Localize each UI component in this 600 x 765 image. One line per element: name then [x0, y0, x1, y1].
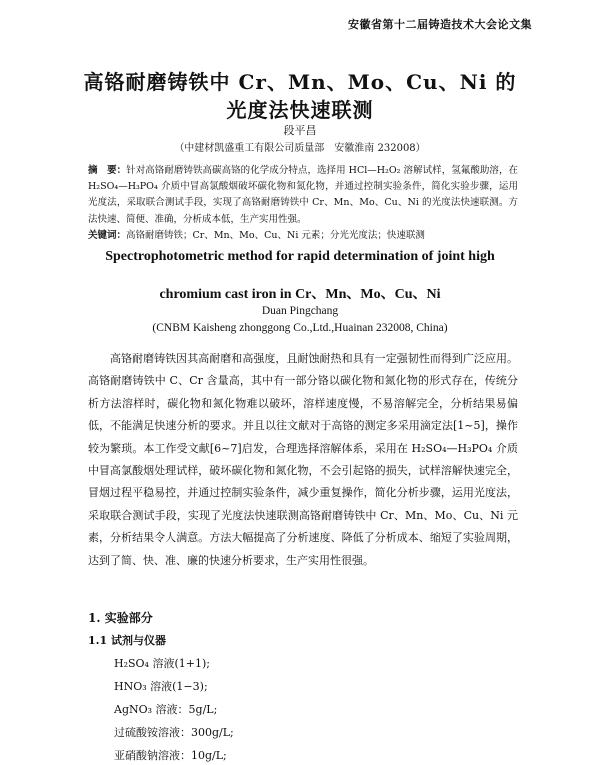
- reagent-item: 过硫酸铵溶液：300g/L;: [114, 726, 234, 739]
- abstract-text: 针对高铬耐磨铸铁高碳高铬的化学成分特点，选择用 HCl—H₂O₂ 溶解试样，氢氟酸助溶，在 H₂SO₄—H₃PO₄ 介质中冒高氯酸烟破坏碳化物和氮化物，并通过控制实验条件，简化实验步骤，运用光度法，采取联合测试手段，实现了高铬耐磨铸铁中 Cr、Mn、Mo、Cu、Ni 的光度法快速联测。方法快速、简便、准确，分析成本低，生产实用性强。: [88, 165, 518, 225]
- reagent-item: HNO₃ 溶液(1−3);: [114, 680, 208, 693]
- paper-title-line1: 高铬耐磨铸铁中 Cr、Mn、Mo、Cu、Ni 的: [83, 70, 517, 94]
- keywords-text: 高铬耐磨铸铁；Cr、Mn、Mo、Cu、Ni 元素；分光光度法；快速联测: [126, 230, 425, 241]
- section-heading-experiment: 1. 实验部分: [88, 611, 153, 625]
- reagent-item: 亚硝酸钠溶液：10g/L;: [114, 749, 227, 762]
- affiliation-cn: （中建材凯盛重工有限公司质量部 安徽淮南 232008）: [174, 143, 426, 154]
- keywords-label: 关键词：: [88, 230, 127, 241]
- author-cn: 段平昌: [283, 124, 317, 137]
- english-affiliation: (CNBM Kaisheng zhonggong Co.,Ltd.,Huainan 232008, China): [152, 322, 448, 334]
- paper-title-line2: 光度法快速联测: [226, 98, 374, 122]
- english-title-line1: Spectrophotometric method for rapid determination of joint high: [105, 249, 495, 264]
- reagent-item: H₂SO₄ 溶液(1+1);: [114, 657, 210, 670]
- subsection-heading-reagents: 1.1 试剂与仪器: [88, 634, 166, 647]
- keywords: [88, 227, 528, 241]
- english-author: Duan Pingchang: [261, 305, 339, 317]
- conference-header: 安徽省第十二届铸造技术大会论文集: [348, 18, 532, 31]
- introduction-paragraph: 高铬耐磨铸铁因其高耐磨和高强度，且耐蚀耐热和具有一定强韧性而得到广泛应用。高铬耐磨铸铁中 C、Cr 含量高，其中有一部分铬以碳化物和氮化物的形式存在，传统分析方法溶样时，碳化物和氮化物难以破坏，溶样速度慢，不易溶解完全，分析结果易偏低，不能满足快速分析的要求。并且以往文献对于高铬的测定多采用滴定法[1~5]，操作较为繁琐。本工作受文献[6~7]启发，合理选择溶解体系，采用在 H₂SO₄—H₃PO₄ 介质中冒高氯酸烟处理试样，破坏碳化物和氮化物，不会引起铬的损失，试样溶解快速完全，冒烟过程平稳易控，并通过控制实验条件，减少重复操作，简化分析步骤，运用光度法，采取联合测试手段，实现了光度法快速联测高铬耐磨铸铁中 Cr、Mn、Mo、Cu、Ni 元素，分析结果令人满意。方法大幅提高了分析速度、降低了分析成本、缩短了实验周期，达到了简、快、准、廉的快速分析要求，生产实用性很强。: [88, 352, 518, 567]
- english-title-line2: chromium cast iron in Cr、Mn、Mo、Cu、Ni: [159, 287, 441, 302]
- reagent-item: AgNO₃ 溶液：5g/L;: [114, 703, 218, 716]
- abstract-label: 摘 要：: [88, 165, 127, 176]
- abstract: [88, 163, 518, 228]
